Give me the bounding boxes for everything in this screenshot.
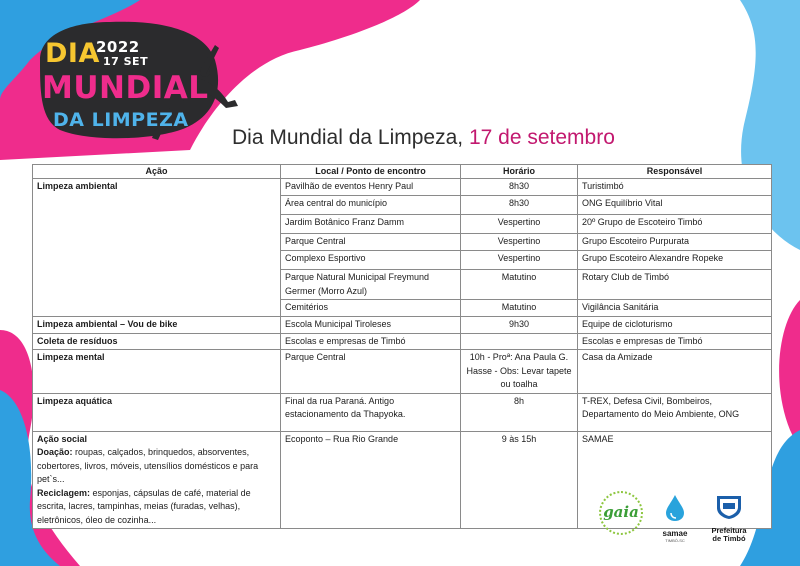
table-row <box>33 179 772 196</box>
cell-horario: 8h <box>461 393 578 431</box>
table-row <box>33 393 772 431</box>
reciclagem-label: Reciclagem: <box>37 487 91 498</box>
cell-horario: 9h30 <box>461 317 578 334</box>
page-title-main: Dia Mundial da Limpeza, <box>232 126 469 149</box>
cell-responsavel: SAMAE <box>578 431 772 529</box>
cell-acao: Limpeza ambiental <box>33 179 281 317</box>
cell-responsavel: Turistimbó <box>578 179 772 196</box>
cell-horario <box>461 333 578 350</box>
cell-horario: 10h - Proª: Ana Paula G. Hasse - Obs: Levar tapete ou toalha <box>461 350 578 394</box>
prefeitura-line1: Prefeitura <box>711 526 747 535</box>
cell-horario: 9 às 15h <box>461 431 578 529</box>
doacao-block <box>37 446 276 487</box>
schedule-table <box>32 164 772 529</box>
reciclagem-text: esponjas, cápsulas de café, material de escrita, lacres, tampinhas, meias (furadas, velhas), eletrônicos, óleo de cozinha... <box>37 487 251 525</box>
coat-of-arms-icon <box>714 494 744 520</box>
cell-acao: Coleta de resíduos <box>33 333 281 350</box>
cell-local: Parque Central <box>281 350 461 394</box>
table-row <box>33 333 772 350</box>
cell-local: Pavilhão de eventos Henry Paul <box>281 179 461 196</box>
cell-responsavel: Casa da Amizade <box>578 350 772 394</box>
acao-social-title: Ação social <box>37 433 88 444</box>
cell-horario: 8h30 <box>461 196 578 215</box>
cell-acao: Limpeza aquática <box>33 393 281 431</box>
cell-horario: Vespertino <box>461 215 578 234</box>
cell-horario: Vespertino <box>461 234 578 251</box>
gaia-logo <box>596 488 646 534</box>
logo-date: 17 SET <box>103 55 149 68</box>
cell-acao-social <box>33 431 281 529</box>
prefeitura-line2: de Timbó <box>712 534 746 543</box>
doacao-label: Doação: <box>37 447 73 457</box>
page-title <box>232 126 615 150</box>
samae-logo <box>655 494 695 543</box>
cell-responsavel: ONG Equilíbrio Vital <box>578 196 772 215</box>
cell-horario: Vespertino <box>461 251 578 270</box>
table-row <box>33 350 772 394</box>
prefeitura-logo-text <box>705 527 753 543</box>
cell-responsavel: Vigilância Sanitária <box>578 300 772 317</box>
cell-local: Parque Natural Municipal Freymund Germer (Morro Azul) <box>281 270 461 300</box>
table-row <box>33 317 772 334</box>
page-title-date: 17 de setembro <box>468 126 615 149</box>
cell-local: Área central do município <box>281 196 461 215</box>
header-responsavel: Responsável <box>578 165 772 179</box>
cell-local: Escolas e empresas de Timbó <box>281 333 461 350</box>
cell-acao: Limpeza ambiental – Vou de bike <box>33 317 281 334</box>
samae-logo-text: samae <box>662 529 688 538</box>
cell-responsavel: Equipe de cicloturismo <box>578 317 772 334</box>
cell-horario: Matutino <box>461 270 578 300</box>
doacao-text: roupas, calçados, brinquedos, absorventes, cobertores, livros, móveis, utensílios domésticos e para pet`s... <box>37 447 259 484</box>
water-drop-icon <box>664 494 686 522</box>
cell-responsavel: Escolas e empresas de Timbó <box>578 333 772 350</box>
gaia-logo-text: gaia <box>603 503 639 521</box>
cell-responsavel: Grupo Escoteiro Alexandre Ropeke <box>578 251 772 270</box>
cell-horario: Matutino <box>461 300 578 317</box>
prefeitura-logo <box>705 494 753 543</box>
cell-horario: 8h30 <box>461 179 578 196</box>
logo-limpeza: DA LIMPEZA <box>53 109 189 131</box>
cell-local: Cemitérios <box>281 300 461 317</box>
cell-local: Ecoponto – Rua Rio Grande <box>281 431 461 529</box>
header-local: Local / Ponto de encontro <box>281 165 461 179</box>
cell-local: Parque Central <box>281 234 461 251</box>
table-header-row <box>33 165 772 179</box>
header-acao: Ação <box>33 165 281 179</box>
cell-local: Escola Municipal Tiroleses <box>281 317 461 334</box>
cell-responsavel: Rotary Club de Timbó <box>578 270 772 300</box>
logo-mundial: MUNDIAL <box>42 70 209 106</box>
cell-responsavel: Grupo Escoteiro Purpurata <box>578 234 772 251</box>
header-horario: Horário <box>461 165 578 179</box>
cell-responsavel: 20º Grupo de Escoteiro Timbó <box>578 215 772 234</box>
samae-logo-subtext: TIMBÓ-SC <box>665 538 685 543</box>
cell-local: Final da rua Paraná. Antigo estacionamento da Thapyoka. <box>281 393 461 431</box>
reciclagem-block <box>37 487 276 528</box>
logo-dia: DIA <box>45 38 100 69</box>
cell-local: Complexo Esportivo <box>281 251 461 270</box>
logo-year: 2022 <box>96 38 140 56</box>
cell-local: Jardim Botânico Franz Damm <box>281 215 461 234</box>
cell-responsavel: T-REX, Defesa Civil, Bombeiros, Departamento do Meio Ambiente, ONG <box>578 393 772 431</box>
cell-acao: Limpeza mental <box>33 350 281 394</box>
